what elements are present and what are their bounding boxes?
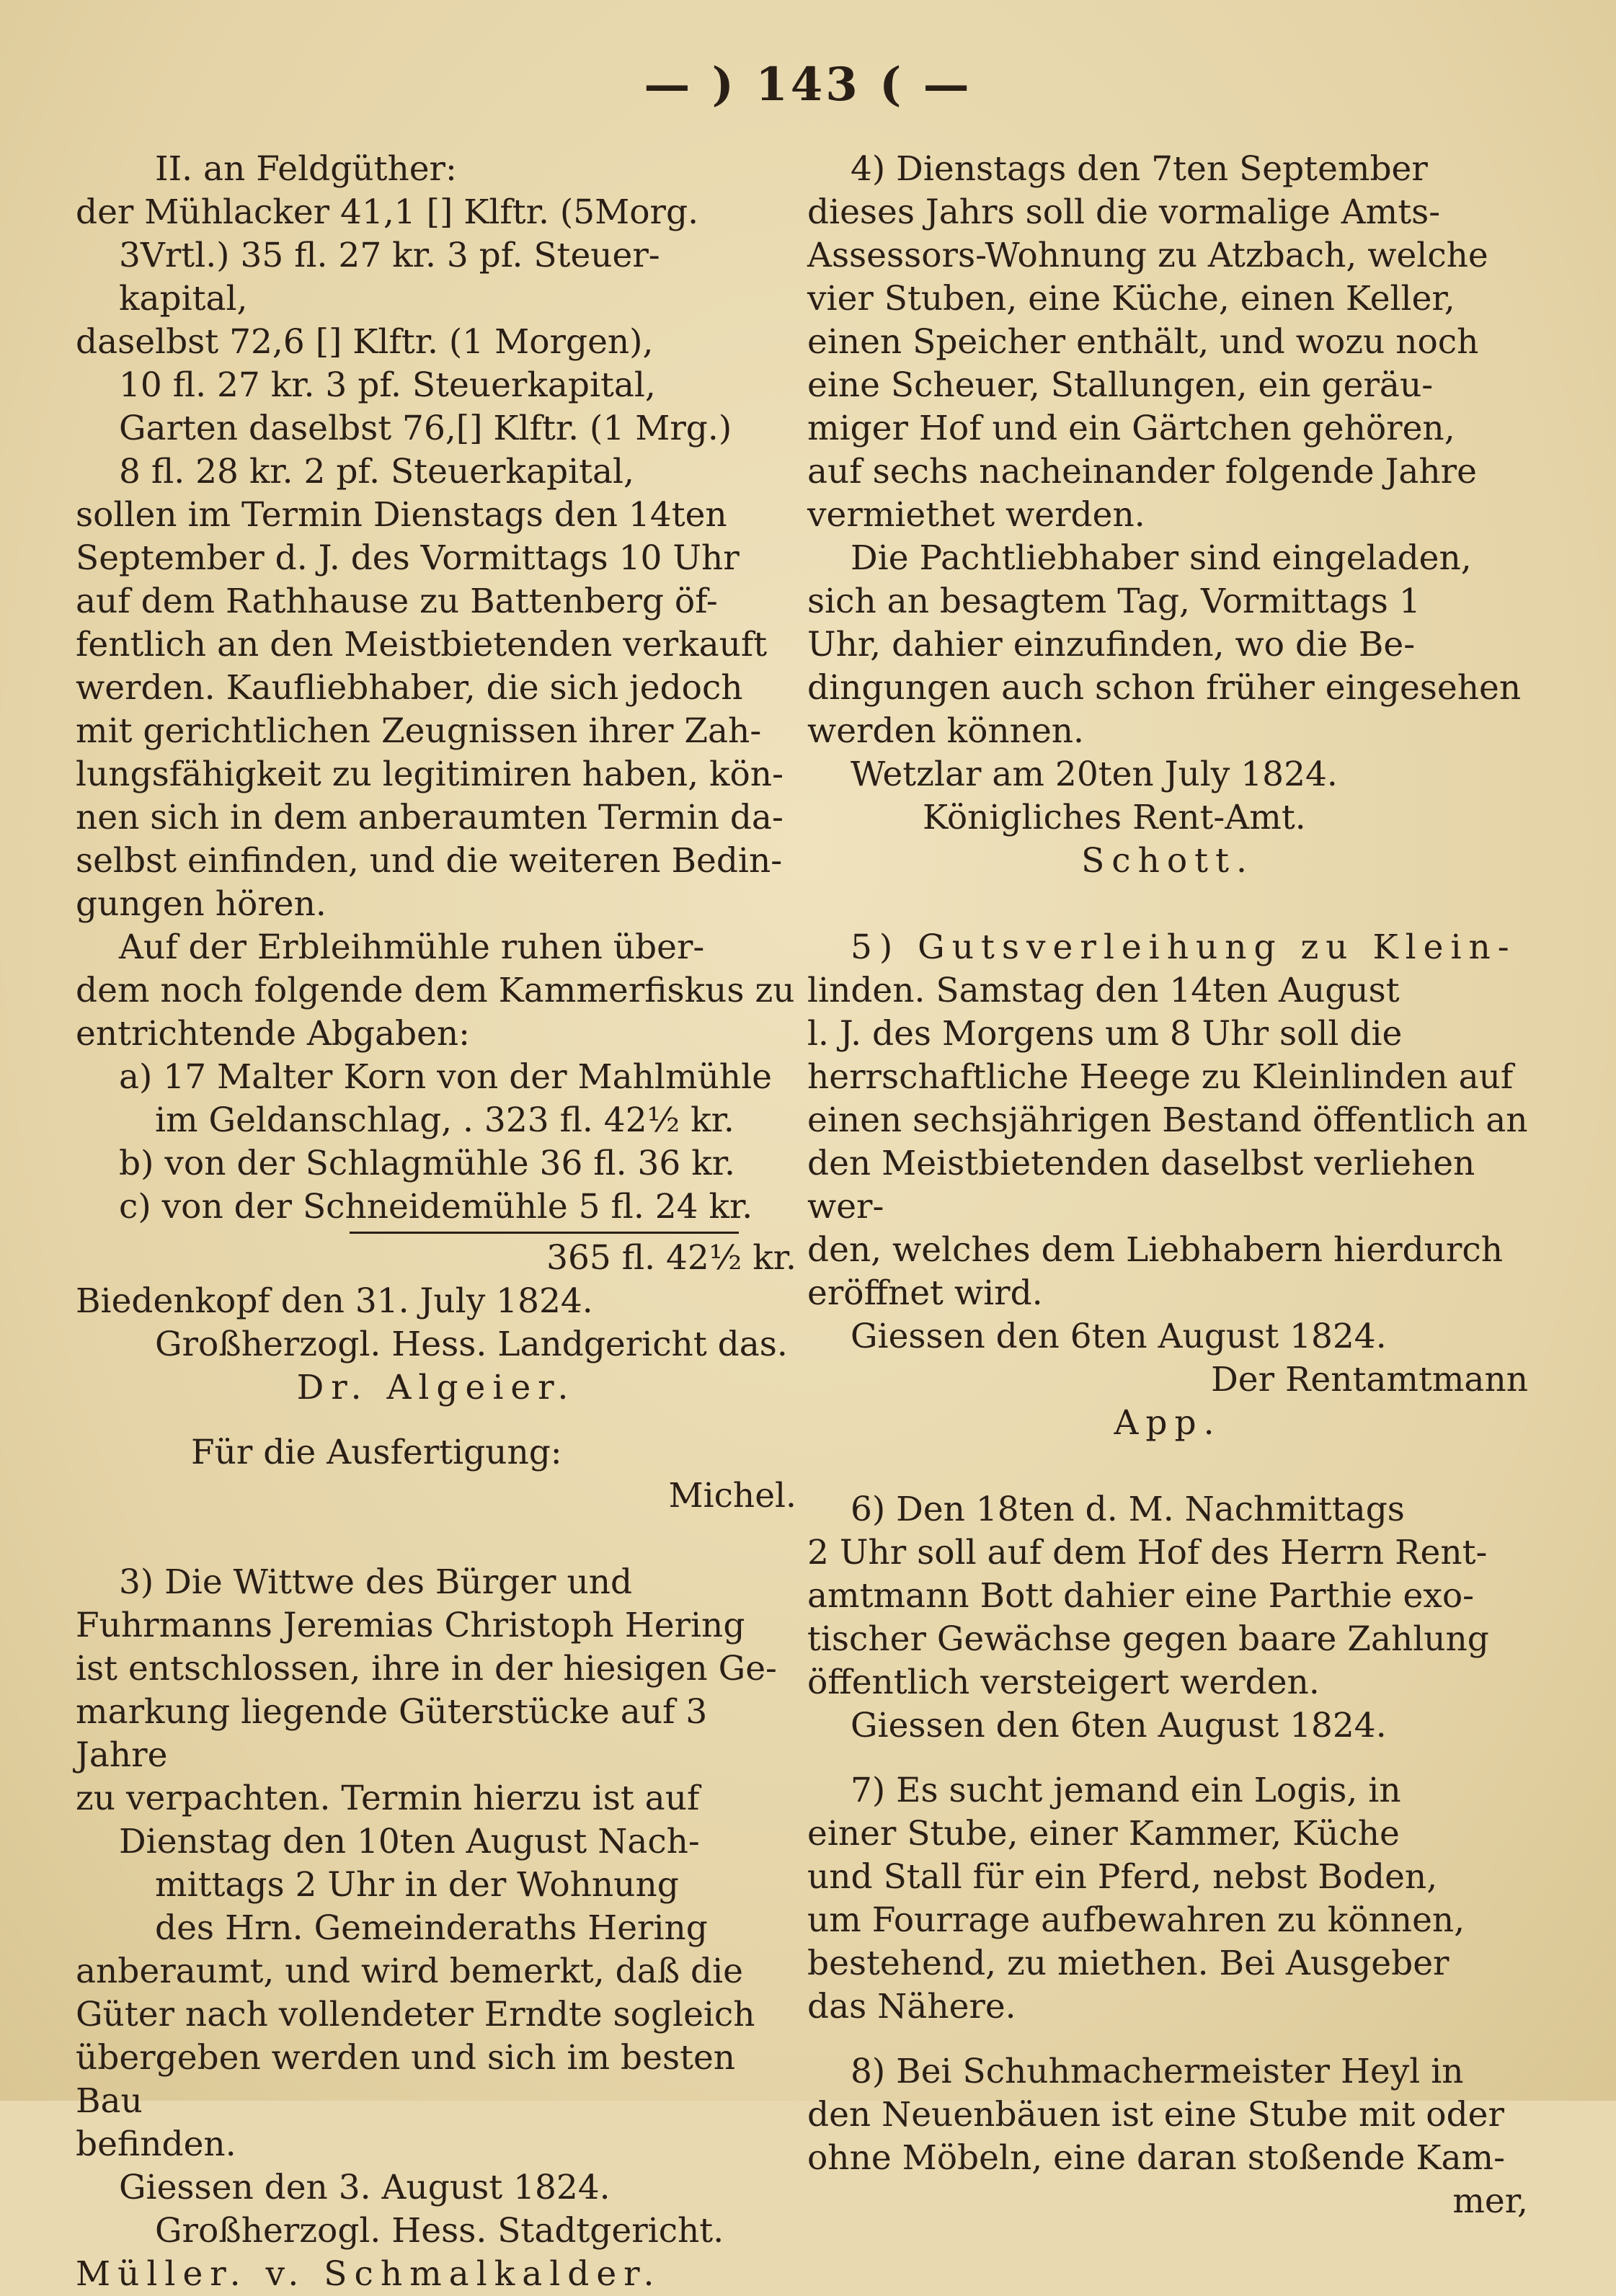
text-line: befinden.	[76, 2124, 236, 2164]
text-line: amtmann Bott dahier eine Parthie exo-	[807, 1576, 1475, 1616]
notice-heading: 7) Es sucht jemand ein Logis, in	[851, 1771, 1401, 1810]
signature-names: Müller. v. Schmalkalder.	[76, 2254, 662, 2294]
authority: Königliches Rent-Amt.	[923, 798, 1306, 837]
dateline: Wetzlar am 20ten July 1824.	[851, 755, 1338, 794]
text-line: ist entschlossen, ihre in der hiesigen Ge-	[76, 1649, 777, 1688]
text-line: eine Scheuer, Stallungen, ein geräu-	[807, 365, 1434, 405]
text-line: mer,	[1452, 2181, 1528, 2221]
text-line: der Mühlacker 41,1 [] Klftr. (5Morg.	[76, 192, 699, 232]
text-line: Fuhrmanns Jeremias Christoph Hering	[76, 1606, 745, 1645]
text-line: ohne Möbeln, eine daran stoßende Kam-	[807, 2138, 1505, 2178]
list-item: c) von der Schneidemühle 5 fl. 24 kr.	[119, 1187, 753, 1227]
text-line: mit gerichtlichen Zeugnissen ihrer Zah-	[76, 711, 762, 751]
dateline: Biedenkopf den 31. July 1824.	[76, 1281, 593, 1321]
signature-name: Michel.	[668, 1476, 796, 1516]
authority: Großherzogl. Hess. Landgericht das.	[155, 1325, 788, 1364]
text-line: linden. Samstag den 14ten August	[807, 971, 1400, 1010]
text-line: Für die Ausfertigung:	[191, 1433, 562, 1472]
notice-heading: 4) Dienstags den 7ten September	[851, 149, 1428, 189]
text-line: den, welches dem Liebhabern hierdurch	[807, 1230, 1504, 1270]
text-line: kapital,	[119, 279, 248, 319]
left-column	[76, 148, 796, 2296]
text-line: werden können.	[807, 711, 1084, 751]
dateline: Giessen den 6ten August 1824.	[851, 1317, 1387, 1356]
text-line: miger Hof und ein Gärtchen gehören,	[807, 409, 1455, 448]
text-line: markung liegende Güterstücke auf 3 Jahre	[76, 1692, 708, 1775]
text-line: Dienstag den 10ten August Nach-	[119, 1822, 700, 1861]
text-line: bestehend, zu miethen. Bei Ausgeber	[807, 1944, 1449, 1983]
text-line: dem noch folgende dem Kammerfiskus zu	[76, 971, 795, 1010]
text-line: gungen hören.	[76, 884, 327, 924]
text-line: anberaumt, und wird bemerkt, daß die	[76, 1952, 743, 1991]
text-line: und Stall für ein Pferd, nebst Boden,	[807, 1857, 1438, 1897]
text-line: September d. J. des Vormittags 10 Uhr	[76, 538, 740, 578]
text-line: einer Stube, einer Kammer, Küche	[807, 1814, 1400, 1854]
text-line: Güter nach vollendeter Erndte sogleich	[76, 1995, 755, 2034]
text-line: mittags 2 Uhr in der Wohnung	[155, 1865, 679, 1905]
text-line: auf sechs nacheinander folgende Jahre	[807, 452, 1477, 491]
text-line: eröffnet wird.	[807, 1273, 1043, 1313]
text-line: selbst einfinden, und die weiteren Bedin-	[76, 841, 783, 881]
text-line: einen sechsjährigen Bestand öffentlich an	[807, 1100, 1528, 1140]
text-line: tischer Gewächse gegen baare Zahlung	[807, 1619, 1489, 1659]
text-line: sich an besagtem Tag, Vormittags 1	[807, 582, 1421, 621]
text-line: 2 Uhr soll auf dem Hof des Herrn Rent-	[807, 1533, 1488, 1572]
text-line: zu verpachten. Termin hierzu ist auf	[76, 1779, 700, 1818]
signature-name: App.	[1114, 1403, 1222, 1443]
text-line: Die Pachtliebhaber sind eingeladen,	[851, 538, 1472, 578]
right-column	[807, 148, 1528, 2223]
text-line: werden. Kaufliebhaber, die sich jedoch	[76, 668, 743, 708]
text-line: nen sich in dem anberaumten Termin da-	[76, 798, 783, 837]
text-line: lungsfähigkeit zu legitimiren haben, kön-	[76, 755, 783, 794]
text-line: l. J. des Morgens um 8 Uhr soll die	[807, 1014, 1403, 1054]
text-line: das Nähere.	[807, 1987, 1016, 2026]
text-line: entrichtende Abgaben:	[76, 1014, 471, 1054]
text-line: daselbst 72,6 [] Klftr. (1 Morgen),	[76, 322, 654, 362]
text-line: fentlich an den Meistbietenden verkauft	[76, 625, 768, 664]
text-line: vermiethet werden.	[807, 495, 1145, 535]
text-line: sollen im Termin Dienstags den 14ten	[76, 495, 727, 535]
text-line: Garten daselbst 76,[] Klftr. (1 Mrg.)	[119, 409, 732, 448]
text-line: dingungen auch schon früher eingesehen	[807, 668, 1522, 708]
authority: Großherzogl. Hess. Stadtgericht.	[155, 2211, 724, 2251]
notice-heading: 6) Den 18ten d. M. Nachmittags	[851, 1490, 1405, 1529]
text-line: den Neuenbäuen ist eine Stube mit oder	[807, 2095, 1504, 2135]
text-line: öffentlich versteigert werden.	[807, 1663, 1320, 1702]
list-item: a) 17 Malter Korn von der Mahlmühle	[119, 1057, 772, 1097]
signature-name: Schott.	[1081, 841, 1254, 881]
section-heading: II. an Feldgüther:	[155, 149, 457, 189]
text-line: übergeben werden und sich im besten Bau	[76, 2038, 736, 2121]
text-line: 10 fl. 27 kr. 3 pf. Steuerkapital,	[119, 365, 656, 405]
dateline: Giessen den 6ten August 1824.	[851, 1706, 1387, 1745]
text-line: Assessors-Wohnung zu Atzbach, welche	[807, 236, 1488, 275]
text-line: auf dem Rathhause zu Battenberg öf-	[76, 582, 718, 621]
text-line: des Hrn. Gemeinderaths Hering	[155, 1908, 708, 1948]
text-line: herrschaftliche Heege zu Kleinlinden auf	[807, 1057, 1514, 1097]
notice-heading: 5) Gutsverleihung zu Klein-	[851, 927, 1517, 967]
text-line: den Meistbietenden daselbst verliehen wer-	[807, 1144, 1475, 1227]
list-item: im Geldanschlag, . 323 fl. 42½ kr.	[155, 1100, 734, 1140]
text-line: 3Vrtl.) 35 fl. 27 kr. 3 pf. Steuer-	[119, 236, 660, 275]
text-line: um Fourrage aufbewahren zu können,	[807, 1900, 1465, 1940]
text-line: Auf der Erbleihmühle ruhen über-	[119, 927, 705, 967]
sum-rule	[350, 1232, 739, 1234]
sum-total: 365 fl. 42½ kr.	[546, 1238, 796, 1278]
list-item: b) von der Schlagmühle 36 fl. 36 kr.	[119, 1144, 735, 1183]
text-line: einen Speicher enthält, und wozu noch	[807, 322, 1479, 362]
text-line: vier Stuben, eine Küche, einen Keller,	[807, 279, 1455, 319]
text-line: dieses Jahrs soll die vormalige Amts-	[807, 192, 1441, 232]
text-line: Uhr, dahier einzufinden, wo die Be-	[807, 625, 1416, 664]
notice-heading: 8) Bei Schuhmachermeister Heyl in	[851, 2052, 1464, 2091]
notice-heading: 3) Die Wittwe des Bürger und	[119, 1562, 633, 1602]
authority: Der Rentamtmann	[1211, 1360, 1528, 1400]
text-line: 8 fl. 28 kr. 2 pf. Steuerkapital,	[119, 452, 634, 491]
page-number: — ) 143 ( —	[644, 58, 972, 112]
dateline: Giessen den 3. August 1824.	[119, 2168, 611, 2207]
signature-name: Dr. Algeier.	[296, 1368, 576, 1407]
